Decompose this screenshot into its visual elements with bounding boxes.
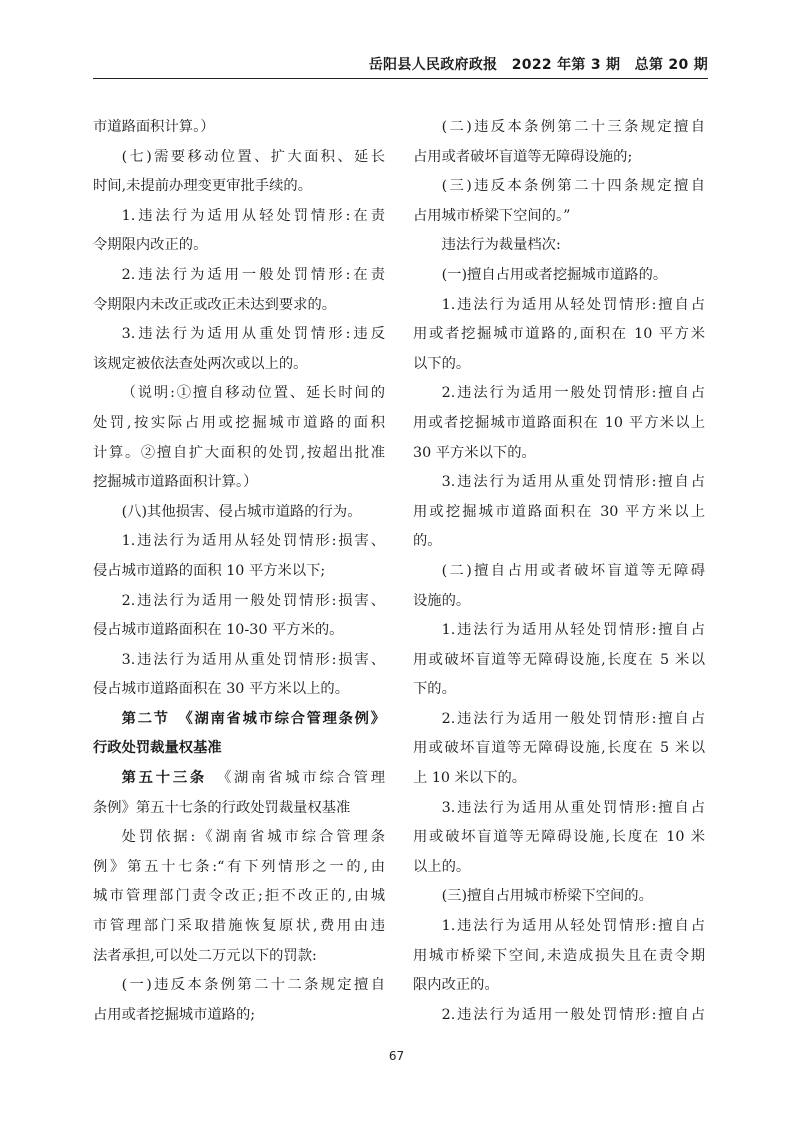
line-text: 时间,未提前办理变更审批手续的。	[93, 178, 312, 195]
line-text: 用或者挖掘城市道路面积在 10 平方米以上	[413, 414, 705, 431]
line-text: 条例》第五十七条的行政处罚裁量权基准	[93, 799, 351, 816]
text-line	[413, 1001, 705, 1031]
text-line	[93, 1001, 385, 1031]
line-text: 1.违法行为适用从轻处罚情形:损害、	[121, 533, 385, 550]
text-line	[413, 291, 705, 321]
text-line	[93, 912, 385, 942]
right-column	[413, 113, 705, 1030]
line-text: 用或破坏盲道等无障碍设施,长度在 10 米	[413, 829, 705, 846]
text-line	[93, 202, 385, 232]
line-text: (三)擅自占用城市桥梁下空间的。	[441, 888, 653, 905]
text-line	[93, 291, 385, 321]
text-line	[93, 853, 385, 883]
text-line	[413, 527, 705, 557]
left-column	[93, 113, 385, 1030]
line-text: 法者承担,可以处二万元以下的罚款:	[93, 947, 317, 964]
line-text: 2.违法行为适用一般处罚情形:擅自占	[441, 1006, 705, 1023]
text-line	[93, 646, 385, 676]
text-line	[93, 971, 385, 1001]
section-heading-line	[93, 734, 385, 764]
line-text: 用或挖掘城市道路面积在 30 平方米以上	[413, 503, 705, 520]
text-line	[413, 439, 705, 469]
text-line	[93, 231, 385, 261]
text-line	[93, 379, 385, 409]
line-text: 处罚依据:《湖南省城市综合管理条	[121, 829, 385, 846]
line-text: 用或者挖掘城市道路的,面积在 10 平方米	[413, 326, 705, 343]
text-line	[413, 379, 705, 409]
line-text: 3.违法行为适用从重处罚情形:擅自占	[441, 799, 705, 816]
text-line	[413, 468, 705, 498]
text-line	[413, 172, 705, 202]
text-line	[413, 912, 705, 942]
text-line	[93, 320, 385, 350]
line-text: (八)其他损害、侵占城市道路的行为。	[121, 503, 362, 520]
text-line	[413, 616, 705, 646]
text-line	[93, 527, 385, 557]
text-line	[413, 764, 705, 794]
page-number: 67	[388, 1049, 405, 1063]
text-line	[413, 882, 705, 912]
text-line	[93, 764, 385, 794]
line-text: 1.违法行为适用从轻处罚情形:在责	[121, 207, 385, 224]
text-line	[413, 320, 705, 350]
text-line	[413, 705, 705, 735]
line-text: 市道路面积计算。）	[93, 119, 215, 135]
text-line	[413, 350, 705, 380]
text-line	[413, 557, 705, 587]
line-text: (一)违反本条例第二十二条规定擅自	[121, 977, 385, 994]
line-text: 3.违法行为适用从重处罚情形:擅自占	[441, 474, 705, 491]
text-line	[93, 409, 385, 439]
text-line	[93, 498, 385, 528]
line-text: 3.违法行为适用从重处罚情形:损害、	[121, 651, 385, 668]
line-text: 《湖南省城市综合管理	[207, 770, 385, 787]
text-line	[413, 261, 705, 291]
text-line	[413, 587, 705, 617]
line-text: 2.违法行为适用一般处罚情形:擅自占	[441, 710, 705, 727]
line-text: 计算。②擅自扩大面积的处罚,按超出批准	[93, 444, 385, 461]
text-line	[93, 587, 385, 617]
text-line	[413, 113, 705, 143]
text-line	[93, 143, 385, 173]
text-line	[93, 439, 385, 469]
text-line	[93, 823, 385, 853]
text-line	[93, 468, 385, 498]
line-text: 30 平方米以下的。	[413, 444, 536, 461]
line-text: 以下的。	[413, 355, 471, 372]
text-line	[413, 143, 705, 173]
line-text: (二)擅自占用或者破坏盲道等无障碍	[441, 562, 705, 579]
line-text: 违法行为裁量档次:	[441, 237, 561, 254]
line-text: 占用或者挖掘城市道路的;	[93, 1006, 256, 1023]
line-text: 上 10 米以下的。	[413, 770, 527, 787]
line-text: 下的。	[413, 681, 456, 698]
line-text: (七)需要移动位置、扩大面积、延长	[121, 148, 385, 165]
line-text: 处罚,按实际占用或挖掘城市道路的面积	[93, 414, 385, 431]
line-text: 占用或者破坏盲道等无障碍设施的;	[413, 148, 633, 165]
text-line	[93, 172, 385, 202]
line-text: 第二节 《湖南省城市综合管理条例》	[121, 710, 385, 727]
line-text: 令期限内改正的。	[93, 237, 208, 254]
line-text: 以上的。	[413, 858, 471, 875]
line-text: 2.违法行为适用一般处罚情形:损害、	[121, 592, 385, 609]
article-number: 第五十三条	[121, 770, 208, 787]
text-line	[413, 498, 705, 528]
text-line	[93, 794, 385, 824]
text-line	[413, 942, 705, 972]
line-text: 行政处罚裁量权基准	[93, 740, 222, 757]
line-text: 2.违法行为适用一般处罚情形:在责	[121, 266, 385, 283]
line-text: 城市管理部门责令改正;拒不改正的,由城	[93, 888, 385, 905]
section-heading-line	[93, 705, 385, 735]
line-text: 例》第五十七条:“有下列情形之一的,由	[93, 858, 385, 875]
line-text: 用城市桥梁下空间,未造成损失且在责令期	[413, 947, 705, 964]
header-title: 岳阳县人民政府政报 2022 年第 3 期 总第 20 期	[368, 57, 708, 73]
text-line	[413, 823, 705, 853]
text-line	[93, 942, 385, 972]
line-text: 的。	[413, 533, 442, 550]
line-text: 设施的。	[413, 592, 471, 609]
line-text: 1.违法行为适用从轻处罚情形:擅自占	[441, 622, 705, 639]
text-line	[413, 231, 705, 261]
text-line	[413, 853, 705, 883]
text-line	[413, 646, 705, 676]
line-text: (一)擅自占用或者挖掘城市道路的。	[441, 266, 668, 283]
text-line	[413, 202, 705, 232]
line-text: (二)违反本条例第二十三条规定擅自	[441, 119, 705, 135]
line-text: 侵占城市道路面积在 30 平方米以上的。	[93, 681, 350, 698]
text-line	[413, 794, 705, 824]
line-text: 用或破坏盲道等无障碍设施,长度在 5 米以	[413, 740, 705, 757]
line-text: 1.违法行为适用从轻处罚情形:擅自占	[441, 296, 705, 313]
line-text: 挖掘城市道路面积计算。）	[93, 474, 258, 491]
line-text: 该规定被依法查处两次或以上的。	[93, 355, 308, 372]
text-line	[413, 971, 705, 1001]
line-text: 1.违法行为适用从轻处罚情形:擅自占	[441, 918, 705, 935]
text-line	[413, 734, 705, 764]
line-text: 侵占城市道路的面积 10 平方米以下;	[93, 562, 326, 579]
line-text: 用或破坏盲道等无障碍设施,长度在 5 米以	[413, 651, 705, 668]
line-text: 令期限内未改正或改正未达到要求的。	[93, 296, 337, 313]
text-line	[93, 616, 385, 646]
line-text: 3.违法行为适用从重处罚情形:违反	[121, 326, 385, 343]
text-line	[93, 261, 385, 291]
line-text: 限内改正的。	[413, 977, 499, 994]
text-line	[93, 557, 385, 587]
text-line	[93, 675, 385, 705]
text-line	[413, 409, 705, 439]
line-text: 2.违法行为适用一般处罚情形:擅自占	[441, 385, 705, 402]
line-text: 占用城市桥梁下空间的。”	[413, 207, 571, 224]
text-line	[413, 675, 705, 705]
line-text: (三)违反本条例第二十四条规定擅自	[441, 178, 705, 195]
text-line	[93, 882, 385, 912]
text-line	[93, 350, 385, 380]
page-header	[93, 56, 708, 79]
line-text: 侵占城市道路面积在 10-30 平方米的。	[93, 622, 344, 639]
line-text: （说明:①擅自移动位置、延长时间的	[121, 385, 385, 402]
text-line	[93, 113, 385, 143]
line-text: 市管理部门采取措施恢复原状,费用由违	[93, 918, 385, 935]
